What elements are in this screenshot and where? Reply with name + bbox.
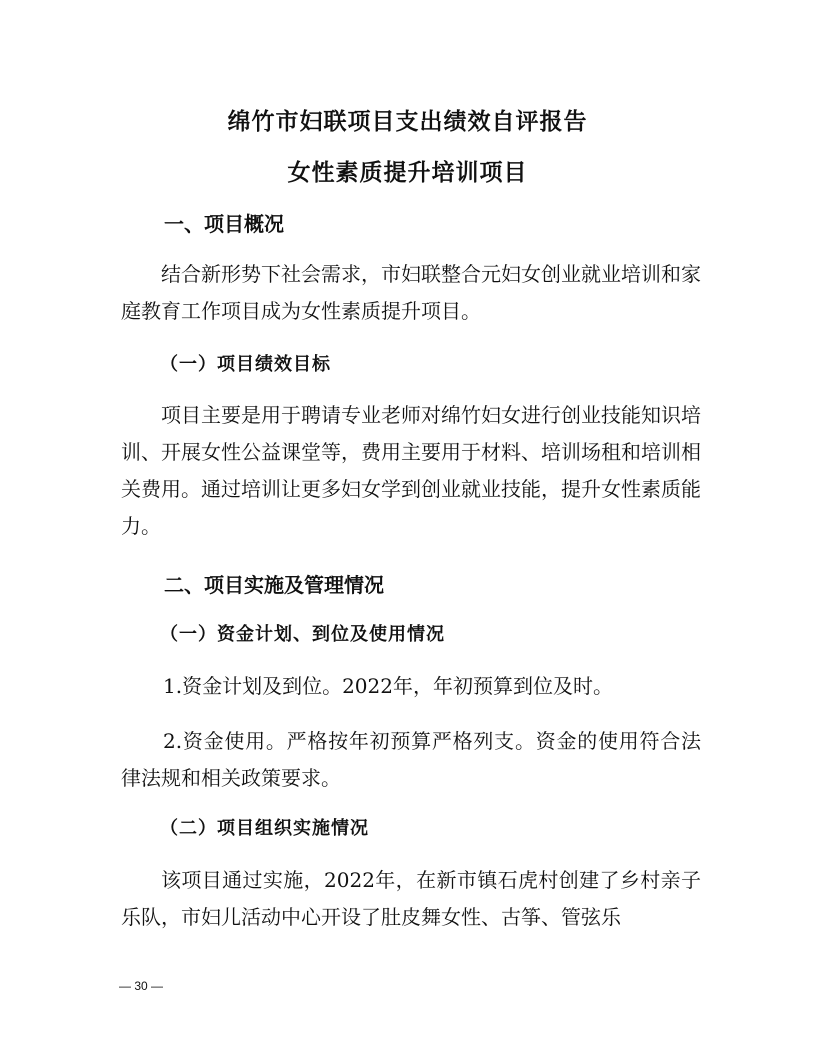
page-number: — 30 —: [119, 979, 164, 993]
section-heading-implementation: 二、项目实施及管理情况: [164, 573, 384, 597]
paragraph-overview: 结合新形势下社会需求，市妇联整合元妇女创业就业培训和家庭教育工作项目成为女性素质提升项目。: [121, 262, 701, 323]
document-title: 绵竹市妇联项目支出绩效自评报告: [227, 109, 588, 135]
paragraph-performance-goals: 项目主要是用于聘请专业老师对绵竹妇女进行创业技能知识培训、开展女性公益课堂等，费用主要用于材料、培训场租和培训相关费用。通过培训让更多妇女学到创业就业技能，提升女性素质能力。: [121, 403, 701, 538]
subheading-performance-goals: （一）项目绩效目标: [160, 354, 331, 375]
section-heading-overview: 一、项目概况: [164, 212, 284, 236]
paragraph-funding-plan: 1.资金计划及到位。2022年，年初预算到位及时。: [163, 674, 613, 698]
paragraph-funding-usage: 2.资金使用。严格按年初预算严格列支。资金的使用符合法律法规和相关政策要求。: [121, 729, 701, 790]
paragraph-organization: 该项目通过实施，2022年，在新市镇石虎村创建了乡村亲子乐队，市妇儿活动中心开设了肚皮舞女性、古筝、管弦乐: [121, 868, 701, 929]
subheading-organization: （二）项目组织实施情况: [160, 818, 369, 839]
subheading-funding: （一）资金计划、到位及使用情况: [160, 624, 445, 645]
document-subtitle: 女性素质提升培训项目: [287, 160, 528, 186]
